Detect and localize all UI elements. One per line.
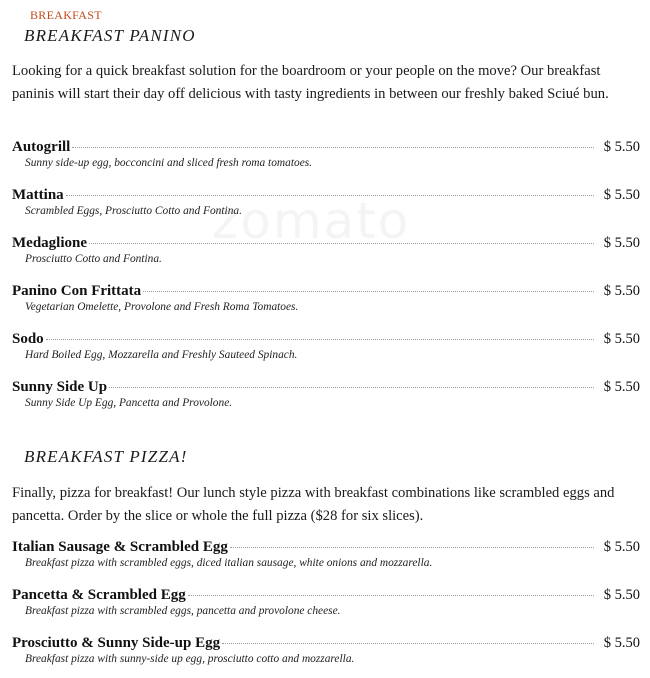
section-title-panino: BREAKFAST PANINO xyxy=(24,26,196,45)
item-price: $ 5.50 xyxy=(603,187,640,203)
item-name: Panino Con Frittata xyxy=(12,283,142,299)
dot-leader xyxy=(230,546,594,548)
menu-item xyxy=(12,587,640,623)
item-description: Breakfast pizza with scrambled eggs, diced italian sausage, white onions and mozzarella. xyxy=(25,557,433,569)
item-price: $ 5.50 xyxy=(603,139,640,155)
item-name: Italian Sausage & Scrambled Egg xyxy=(12,539,228,555)
item-name: Pancetta & Scrambled Egg xyxy=(12,587,186,603)
dot-leader xyxy=(222,642,594,644)
menu-item xyxy=(12,539,640,575)
category-tag: BREAKFAST xyxy=(30,8,102,22)
item-price: $ 5.50 xyxy=(603,379,640,395)
section-intro-pizza: Finally, pizza for breakfast! Our lunch style pizza with breakfast combinations like scrambled eggs and pancetta. Order by the slice or whole the full pizza ($28 for six slices). xyxy=(12,485,615,524)
item-price: $ 5.50 xyxy=(603,635,640,651)
item-price: $ 5.50 xyxy=(603,235,640,251)
section-intro-panino: Looking for a quick breakfast solution for the boardroom or your people on the move? Our breakfast paninis will start their day off delicious with tasty ingredients in between our freshly baked Sciué bun. xyxy=(12,63,609,102)
item-name: Medaglione xyxy=(12,235,87,251)
dot-leader xyxy=(66,194,594,196)
item-price: $ 5.50 xyxy=(603,283,640,299)
item-name: Sunny Side Up xyxy=(12,379,108,395)
item-description: Sunny Side Up Egg, Pancetta and Provolone. xyxy=(25,397,233,409)
item-description: Prosciutto Cotto and Fontina. xyxy=(25,253,162,265)
dot-leader xyxy=(89,242,594,244)
dot-leader xyxy=(188,594,594,596)
section-title-pizza: BREAKFAST PIZZA! xyxy=(24,447,188,466)
item-description: Hard Boiled Egg, Mozzarella and Freshly Sauteed Spinach. xyxy=(25,349,298,361)
item-description: Vegetarian Omelette, Provolone and Fresh Roma Tomatoes. xyxy=(25,301,299,313)
item-price: $ 5.50 xyxy=(603,539,640,555)
menu-item xyxy=(12,331,640,367)
item-description: Breakfast pizza with scrambled eggs, pancetta and provolone cheese. xyxy=(25,605,341,617)
menu-item xyxy=(12,635,640,671)
item-description: Scrambled Eggs, Prosciutto Cotto and Fontina. xyxy=(25,205,242,217)
item-description: Breakfast pizza with sunny-side up egg, prosciutto cotto and mozzarella. xyxy=(25,653,355,665)
item-name: Mattina xyxy=(12,187,64,203)
item-name: Autogrill xyxy=(12,139,71,155)
dot-leader xyxy=(46,338,594,340)
dot-leader xyxy=(143,290,594,292)
menu-item xyxy=(12,283,640,319)
dot-leader xyxy=(72,146,593,148)
item-name: Sodo xyxy=(12,331,44,347)
menu-item xyxy=(12,139,640,175)
item-name: Prosciutto & Sunny Side-up Egg xyxy=(12,635,221,651)
menu-item xyxy=(12,235,640,271)
dot-leader xyxy=(109,386,594,388)
item-price: $ 5.50 xyxy=(603,331,640,347)
item-price: $ 5.50 xyxy=(603,587,640,603)
menu-item xyxy=(12,379,640,415)
item-description: Sunny side-up egg, bocconcini and sliced fresh roma tomatoes. xyxy=(25,157,313,169)
menu-item xyxy=(12,187,640,223)
